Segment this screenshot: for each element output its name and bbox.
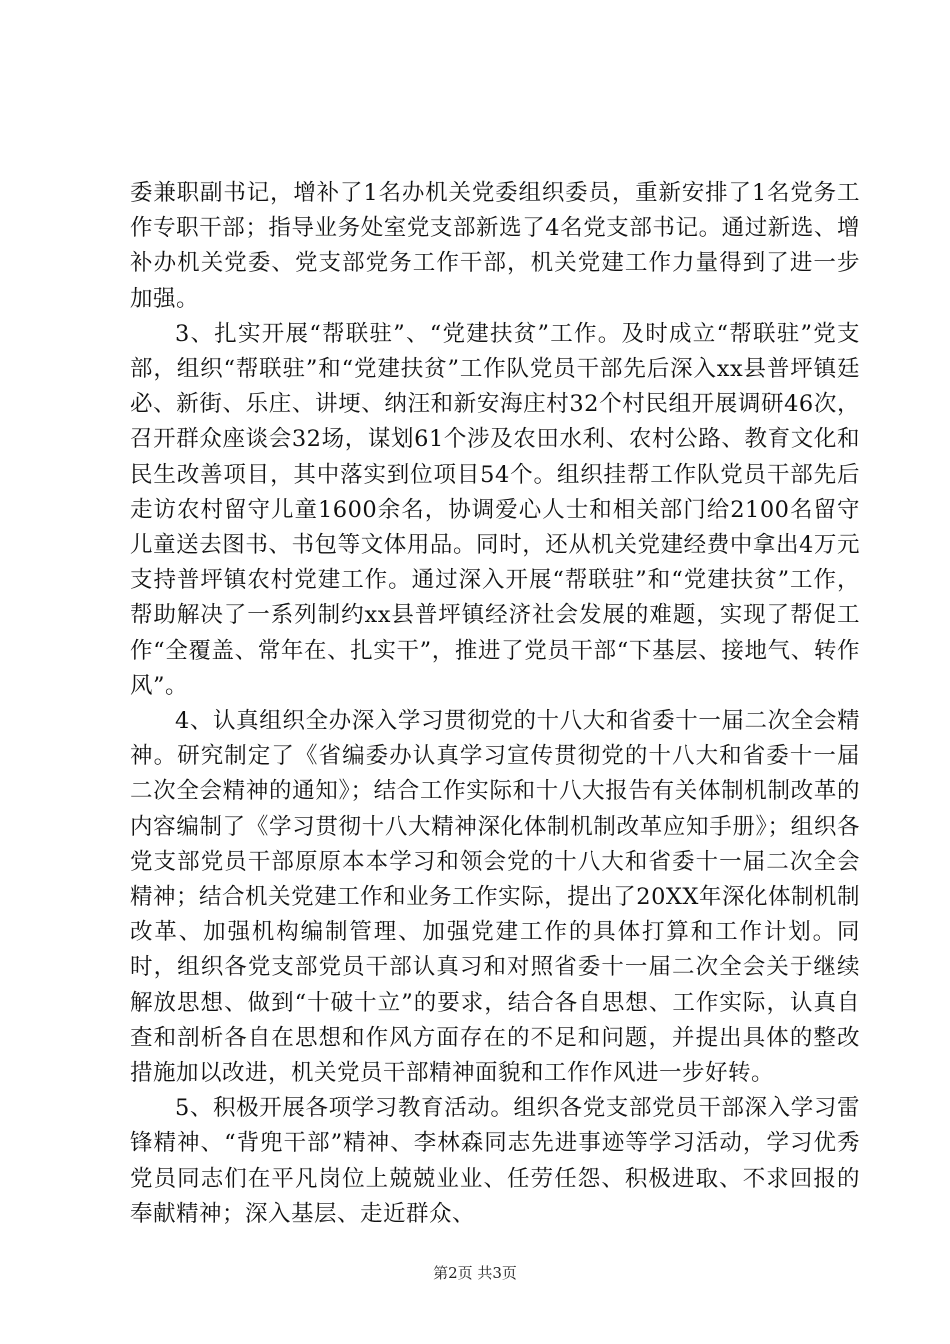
paragraph-continuation: 委兼职副书记，增补了1名办机关党委组织委员，重新安排了1名党务工作专职干部；指导业务处室党支部新选了4名党支部书记。通过新选、增补办机关党委、党支部党务工作干部，机关党建工作力量得到了进一步加强。 — [130, 180, 860, 312]
page-footer: 第2页 共3页 — [433, 1264, 517, 1282]
document-body — [130, 176, 860, 1232]
paragraph-item-3: 3、扎实开展“帮联驻”、“党建扶贫”工作。及时成立“帮联驻”党支部，组织“帮联驻”和“党建扶贫”工作队党员干部先后深入xx县普坪镇廷必、新街、乐庄、讲埂、纳汪和新安海庄村32个村民组开展调研46次，召开群众座谈会32场，谋划61个涉及农田水利、农村公路、教育文化和民生改善项目，其中落实到位项目54个。组织挂帮工作队党员干部先后走访农村留守儿童1600余名，协调爱心人士和相关部门给2100名留守儿童送去图书、书包等文体用品。同时，还从机关党建经费中拿出4万元支持普坪镇农村党建工作。通过深入开展“帮联驻”和“党建扶贫”工作，帮助解决了一系列制约xx县普坪镇经济社会发展的难题，实现了帮促工作“全覆盖、常年在、扎实干”，推进了党员干部“下基层、接地气、转作风”。 — [130, 320, 860, 699]
paragraph-item-5: 5、积极开展各项学习教育活动。组织各党支部党员干部深入学习雷锋精神、“背兜干部”精神、李林森同志先进事迹等学习活动，学习优秀党员同志们在平凡岗位上兢兢业业、任劳任怨、积极进取、不求回报的奉献精神；深入基层、走近群众、 — [130, 1095, 860, 1227]
paragraph-item-4: 4、认真组织全办深入学习贯彻党的十八大和省委十一届二次全会精神。研究制定了《省编委办认真学习宣传贯彻党的十八大和省委十一届二次全会精神的通知》；结合工作实际和十八大报告有关体制机制改革的内容编制了《学习贯彻十八大精神深化体制机制改革应知手册》；组织各党支部党员干部原原本本学习和领会党的十八大和省委十一届二次全会精神；结合机关党建工作和业务工作实际，提出了20XX年深化体制机制改革、加强机构编制管理、加强党建工作的具体打算和工作计划。同时，组织各党支部党员干部认真习和对照省委十一届二次全会关于继续解放思想、做到“十破十立”的要求，结合各自思想、工作实际，认真自查和剖析各自在思想和作风方面存在的不足和问题，并提出具体的整改措施加以改进，机关党员干部精神面貌和工作作风进一步好转。 — [130, 708, 860, 1087]
